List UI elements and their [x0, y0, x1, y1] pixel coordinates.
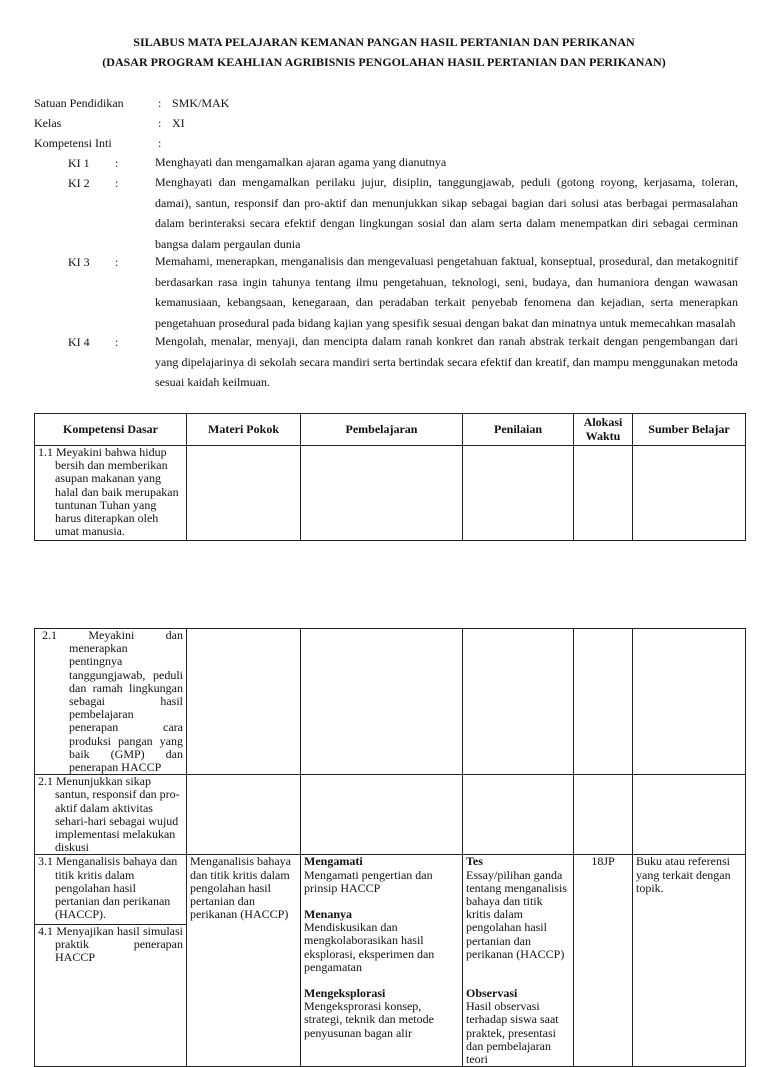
info-colon: : — [158, 116, 162, 130]
ki-text: Mengolah, menalar, menyaji, dan mencipta dalam ranah konkret dan ranah abstrak terkait dengan pengembangan dari yang dipelajarinya di sekolah secara mandiri serta bertindak secara efektif dan kreatif, dan mampu menggunakan metoda sesuai kaidah keilmuan. — [155, 334, 738, 389]
ki-4 — [68, 331, 738, 393]
empty-cell — [574, 629, 633, 775]
penilaian-cell — [463, 855, 574, 1067]
pembelajaran-heading: Menanya — [304, 907, 352, 922]
header-penilaian: Penilaian — [463, 414, 574, 446]
empty-cell — [187, 446, 301, 541]
ki-code: KI 4 — [68, 335, 90, 349]
penilaian-heading: Tes — [466, 854, 483, 869]
kd-cell: 2.1 Menunjukkan sikap santun, responsif dan pro-aktif dalam aktivitas sehari-hari sebagai wujud implementasi melakukan diskusi — [35, 775, 187, 855]
materi-cell: Menganalisis bahaya dan titik kritis dalam pengolahan hasil pertanian dan perikanan (HACCP) — [187, 855, 301, 1067]
empty-cell — [187, 775, 301, 855]
pembelajaran-heading: Mengeksplorasi — [304, 986, 386, 1001]
empty-cell — [463, 629, 574, 775]
info-label: Satuan Pendidikan — [34, 96, 124, 110]
ki-2 — [68, 172, 738, 254]
syllabus-table-1 — [34, 413, 746, 541]
pembelajaran-text: Mengeksprorasi konsep, strategi, teknik dan metode penyusunan bagan alir — [304, 999, 434, 1040]
ki-colon: : — [115, 156, 119, 170]
table-row — [35, 629, 746, 775]
pembelajaran-cell — [301, 855, 463, 1067]
empty-cell — [187, 629, 301, 775]
info-colon: : — [158, 136, 162, 150]
ki-colon: : — [115, 255, 119, 269]
table-row — [35, 855, 746, 924]
table-header-row — [35, 414, 746, 446]
header-alokasi-waktu: Alokasi Waktu — [574, 414, 633, 446]
kd-cell: 1.1 Meyakini bahwa hidup bersih dan memberikan asupan makanan yang halal dan baik merupakan tuntunan Tuhan yang harus diterapkan oleh umat manusia. — [35, 446, 187, 541]
pembelajaran-text: Mengamati pengertian dan prinsip HACCP — [304, 867, 433, 895]
info-label: Kompetensi Inti — [34, 136, 112, 150]
info-label: Kelas — [34, 116, 62, 130]
header-kompetensi-dasar: Kompetensi Dasar — [35, 414, 187, 446]
empty-cell — [463, 446, 574, 541]
info-colon: : — [158, 96, 162, 110]
ki-code: KI 2 — [68, 176, 90, 190]
syllabus-table-2 — [34, 628, 746, 1067]
empty-cell — [633, 446, 746, 541]
document-subtitle: (DASAR PROGRAM KEAHLIAN AGRIBISNIS PENGOLAHAN HASIL PERTANIAN DAN PERIKANAN) — [102, 55, 666, 69]
ki-colon: : — [115, 176, 119, 190]
ki-colon: : — [115, 335, 119, 349]
document-title: SILABUS MATA PELAJARAN KEMANAN PANGAN HASIL PERTANIAN DAN PERIKANAN — [133, 35, 635, 49]
empty-cell — [574, 775, 633, 855]
empty-cell — [574, 446, 633, 541]
empty-cell — [633, 629, 746, 775]
empty-cell — [301, 446, 463, 541]
ki-3 — [68, 251, 738, 333]
table-row — [35, 446, 746, 541]
pembelajaran-heading: Mengamati — [304, 854, 363, 869]
pembelajaran-text: Mendiskusikan dan mengkolaborasikan hasil eksplorasi, eksperimen dan pengamatan — [304, 920, 435, 974]
empty-cell — [301, 629, 463, 775]
alokasi-cell: 18JP — [574, 855, 633, 1067]
ki-text: Menghayati dan mengamalkan ajaran agama yang dianutnya — [155, 155, 447, 169]
penilaian-text: Hasil observasi terhadap siswa saat praktek, presentasi dan pembelajaran teori — [466, 999, 559, 1067]
info-value: XI — [172, 116, 185, 130]
table-row — [35, 775, 746, 855]
ki-code: KI 1 — [68, 156, 90, 170]
penilaian-heading: Observasi — [466, 986, 518, 1001]
kd-cell: 3.1 Menganalisis bahaya dan titik kritis dalam pengolahan hasil pertanian dan perikanan (HACCP). — [35, 855, 187, 924]
ki-1 — [68, 152, 738, 173]
kd-cell: 4.1 Menyajikan hasil simulasi praktik penerapan HACCP — [35, 924, 187, 1067]
empty-cell — [633, 775, 746, 855]
info-value: SMK/MAK — [172, 96, 230, 110]
kd-cell: 2.1 Meyakini dan menerapkan pentingnya tanggungjawab, peduli dan ramah lingkungan sebagai hasil pembelajaran penerapan cara produksi pangan yang baik (GMP) dan penerapan HACCP — [35, 629, 187, 775]
empty-cell — [301, 775, 463, 855]
ki-text: Menghayati dan mengamalkan perilaku jujur, disiplin, tanggungjawab, peduli (gotong royong, kerjasama, toleran, damai), santun, responsif dan pro-aktif dan menunjukkan sikap sebagai bagian dari solusi atas berbagai permasalahan dalam berinteraksi secara efektif dengan lingkungan sosial dan alam serta dalam menempatkan diri sebagai cerminan bangsa dalam pergaulan dunia — [155, 175, 738, 251]
sumber-cell: Buku atau referensi yang terkait dengan topik. — [633, 855, 746, 1067]
penilaian-text: Essay/pilihan ganda tentang menganalisis bahaya dan titik kritis dalam pengolahan hasil pertanian dan perikanan (HACCP) — [466, 867, 567, 961]
ki-text: Memahami, menerapkan, menganalisis dan mengevaluasi pengetahuan faktual, konseptual, prosedural, dan metakognitif berdasarkan rasa ingin tahunya tentang ilmu pengetahuan, teknologi, seni, budaya, dan humaniora dengan wawasan kemanusiaan, kebangsaan, kenegaraan, dan peradaban terkait penyebab fenomena dan kejadian, serta menerapkan pengetahuan prosedural pada bidang kajian yang spesifik sesuai dengan bakat dan minatnya untuk memecahkan masalah — [155, 254, 738, 330]
header-pembelajaran: Pembelajaran — [301, 414, 463, 446]
header-materi-pokok: Materi Pokok — [187, 414, 301, 446]
empty-cell — [463, 775, 574, 855]
ki-code: KI 3 — [68, 255, 90, 269]
header-sumber-belajar: Sumber Belajar — [633, 414, 746, 446]
